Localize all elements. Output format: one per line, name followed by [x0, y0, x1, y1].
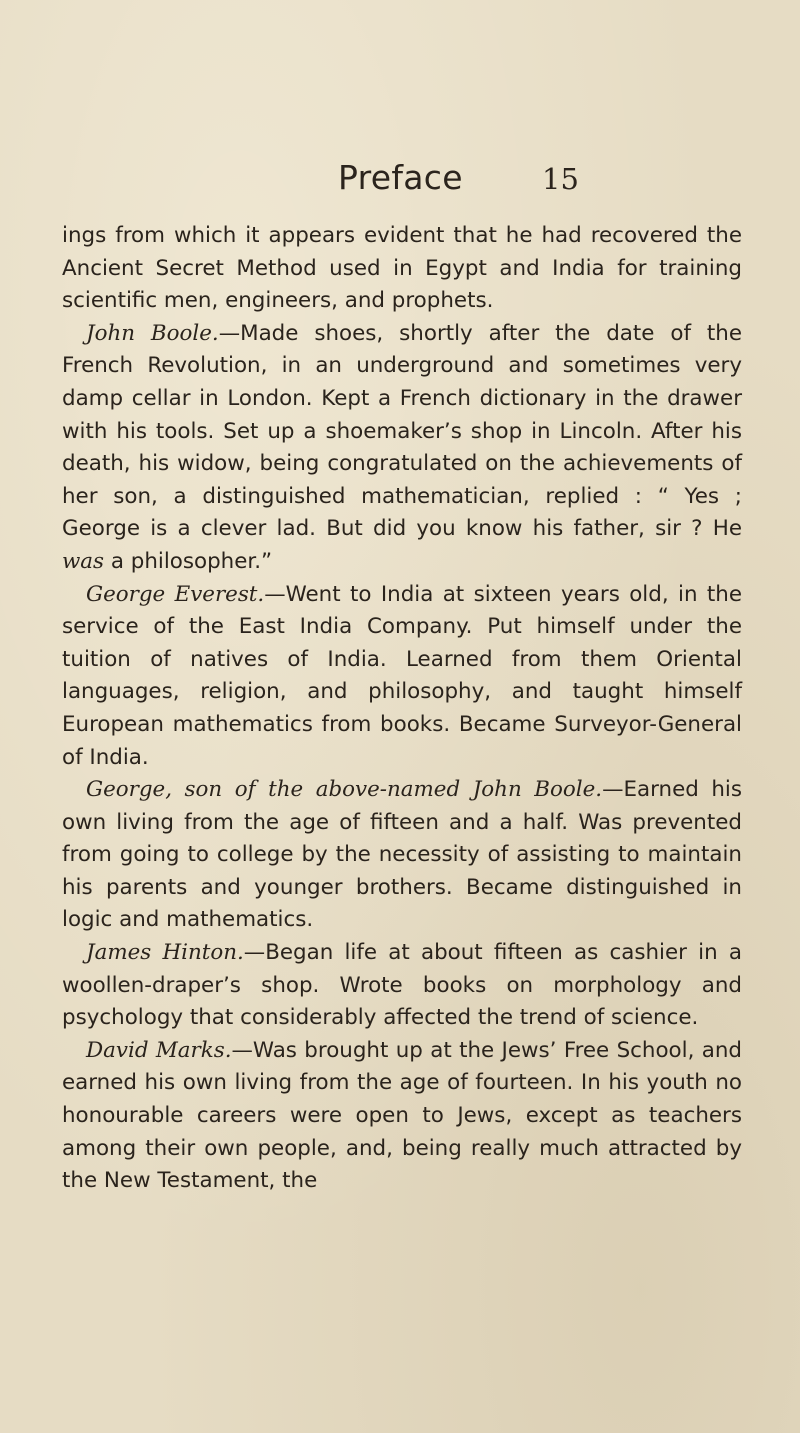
entry-text: —Earned his own living from the age of fifteen and a half. Was prevented from going to college by the necessity of assisting to maintain his parents and younger brothers. Became distinguished in logic and mathematics.	[62, 777, 743, 933]
paragraph-text: ings from which it appears evident that he had recovered the Ancient Secret Method used in Egypt and India for training scientific men, engineers, and prophets.	[62, 223, 742, 314]
entry-name: George Everest.	[86, 581, 265, 607]
body-text	[62, 220, 742, 1198]
running-head	[0, 158, 800, 202]
entry-text: —Made shoes, shortly after the date of the French Revolution, in an underground and sometimes very damp cellar in London. Kept a French dictionary in the drawer with his tools. Set up a shoemaker’s shop in Lincoln. After his death, his widow, being congratulated on the achievements of her son, a distinguished mathematician, replied : “ Yes ; George is a clever lad. But did you know his father, sir ? He	[62, 320, 742, 542]
entry-james-hinton	[62, 937, 742, 1035]
paragraph-continuation	[62, 220, 742, 318]
entry-text: —Went to India at sixteen years old, in the service of the East India Company. Put himself under the tuition of natives of India. Learned from them Oriental languages, religion, and philosophy, and taught himself European mathematics from books. Became Surveyor-General of India.	[62, 581, 742, 770]
entry-text-after: a philosopher.”	[104, 548, 273, 574]
running-title: Preface	[338, 158, 463, 197]
entry-text: —Began life at about fifteen as cashier in a woollen-draper’s shop. Wrote books on morphology and psychology that considerably affected the trend of science.	[62, 940, 742, 1031]
entry-john-boole	[62, 318, 742, 579]
entry-george-boole	[62, 774, 742, 937]
entry-name: George, son of the above-named John Boole.	[86, 777, 603, 803]
entry-david-marks	[62, 1035, 742, 1198]
entry-name: David Marks.	[86, 1037, 232, 1063]
page-number: 15	[542, 162, 579, 196]
entry-text: —Was brought up at the Jews’ Free School, and earned his own living from the age of fourteen. In his youth no honourable careers were open to Jews, except as teachers among their own people, and, being really much attracted by the New Testament, the	[62, 1037, 742, 1194]
entry-george-everest	[62, 579, 742, 775]
entry-name: John Boole.	[86, 320, 219, 346]
entry-emphasis: was	[62, 548, 105, 574]
entry-name: James Hinton.	[86, 940, 244, 966]
